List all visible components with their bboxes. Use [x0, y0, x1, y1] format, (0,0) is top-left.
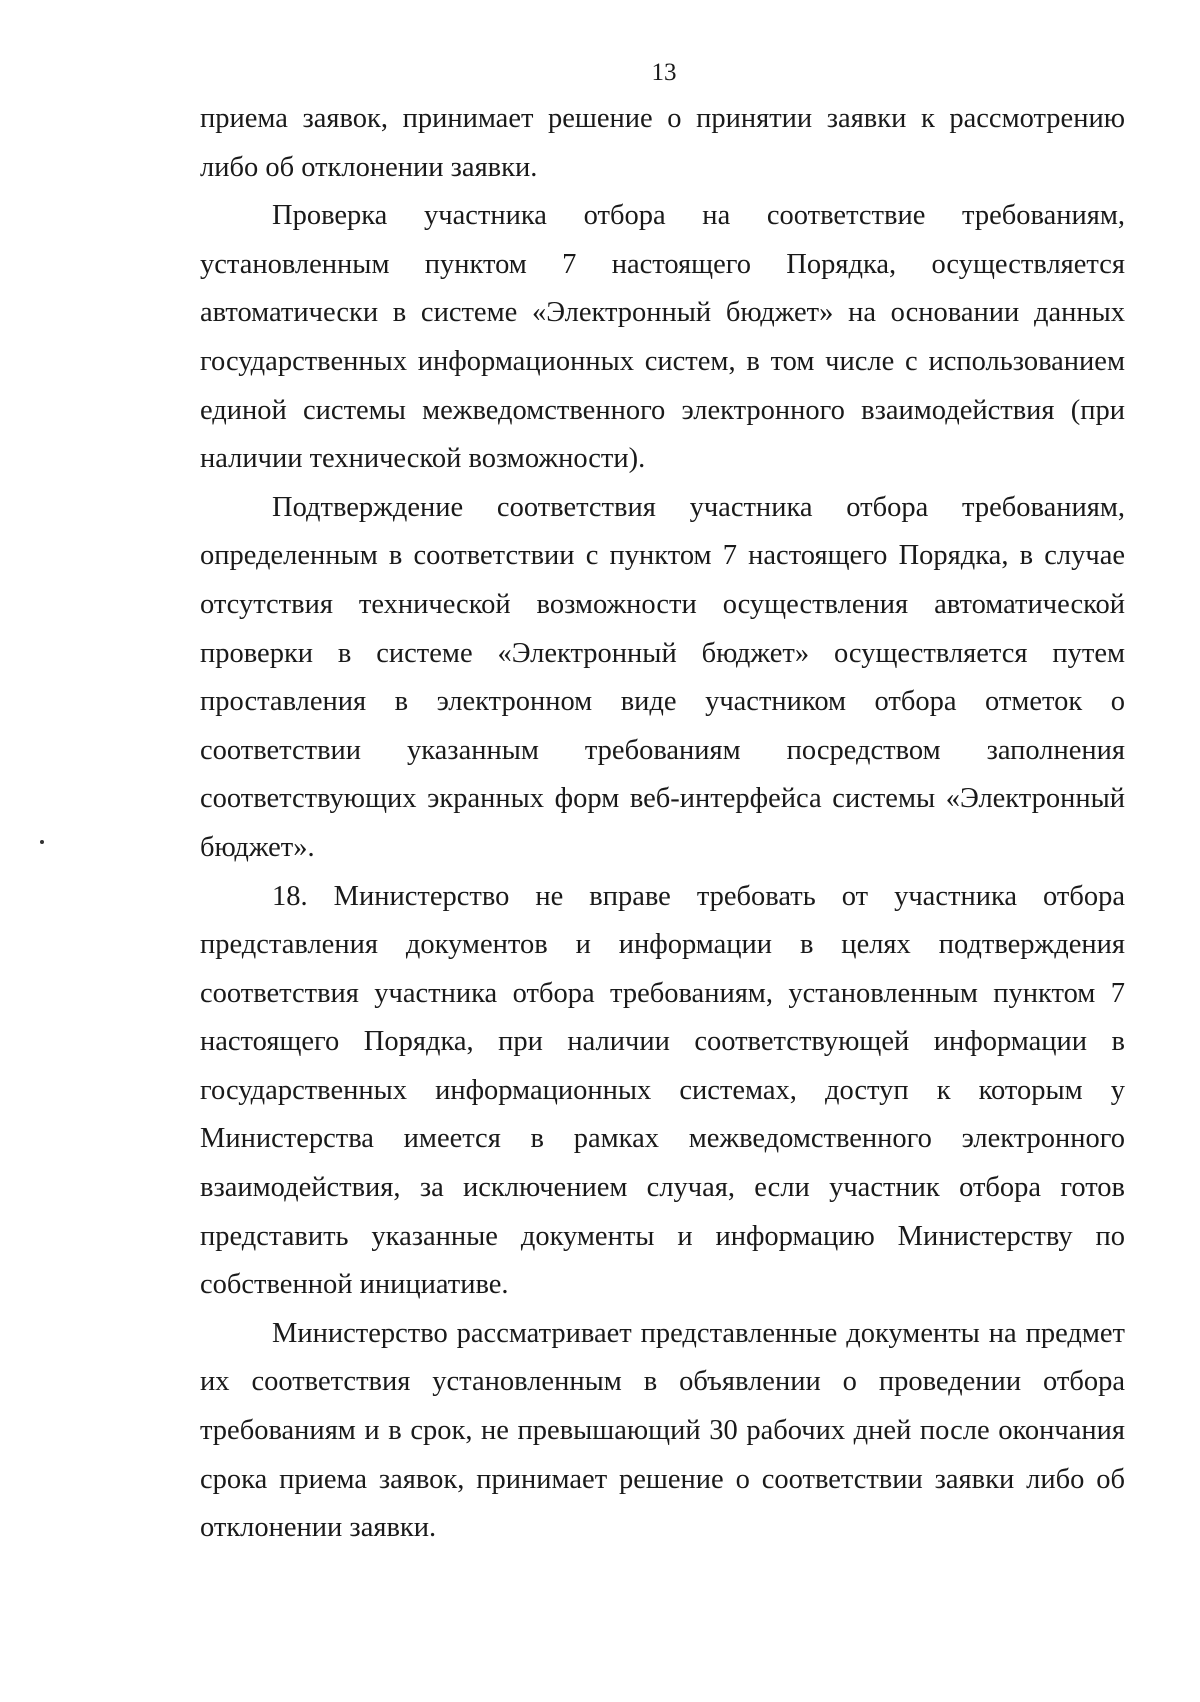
margin-mark: [40, 840, 44, 844]
paragraph-continuation: приема заявок, принимает решение о принятии заявки к рассмотрению либо об отклонении заявки.: [200, 103, 1125, 183]
paragraph-confirmation: Подтверждение соответствия участника отбора требованиям, определенным в соответствии с пунктом 7 настоящего Порядка, в случае отсутствия технической возможности осуществления автоматической проверки в системе «Электронный бюджет» осуществляется путем проставления в электронном виде участником отбора отметок о соответствии указанным требованиям посредством заполнения соответствующих экранных форм веб-интерфейса системы «Электронный бюджет».: [200, 491, 1125, 863]
document-body: [200, 95, 1125, 1553]
paragraph-review: Министерство рассматривает представленные документы на предмет их соответствия установленным в объявлении о проведении отбора требованиям и в срок, не превышающий 30 рабочих дней после окончания срока приема заявок, принимает решение о соответствии заявки либо об отклонении заявки.: [200, 1317, 1125, 1544]
page-number: 13: [651, 59, 677, 86]
paragraph-item-18: 18. Министерство не вправе требовать от участника отбора представления документов и информации в целях подтверждения соответствия участника отбора требованиям, установленным пунктом 7 настоящего Порядка, при наличии соответствующей информации в государственных информационных системах, доступ к которым у Министерства имеется в рамках межведомственного электронного взаимодействия, за исключением случая, если участник отбора готов представить указанные документы и информацию Министерству по собственной инициативе.: [200, 880, 1125, 1301]
paragraph-verification: Проверка участника отбора на соответствие требованиям, установленным пунктом 7 настоящего Порядка, осуществляется автоматически в системе «Электронный бюджет» на основании данных государственных информационных систем, в том числе с использованием единой системы межведомственного электронного взаимодействия (при наличии технической возможности).: [200, 200, 1125, 475]
